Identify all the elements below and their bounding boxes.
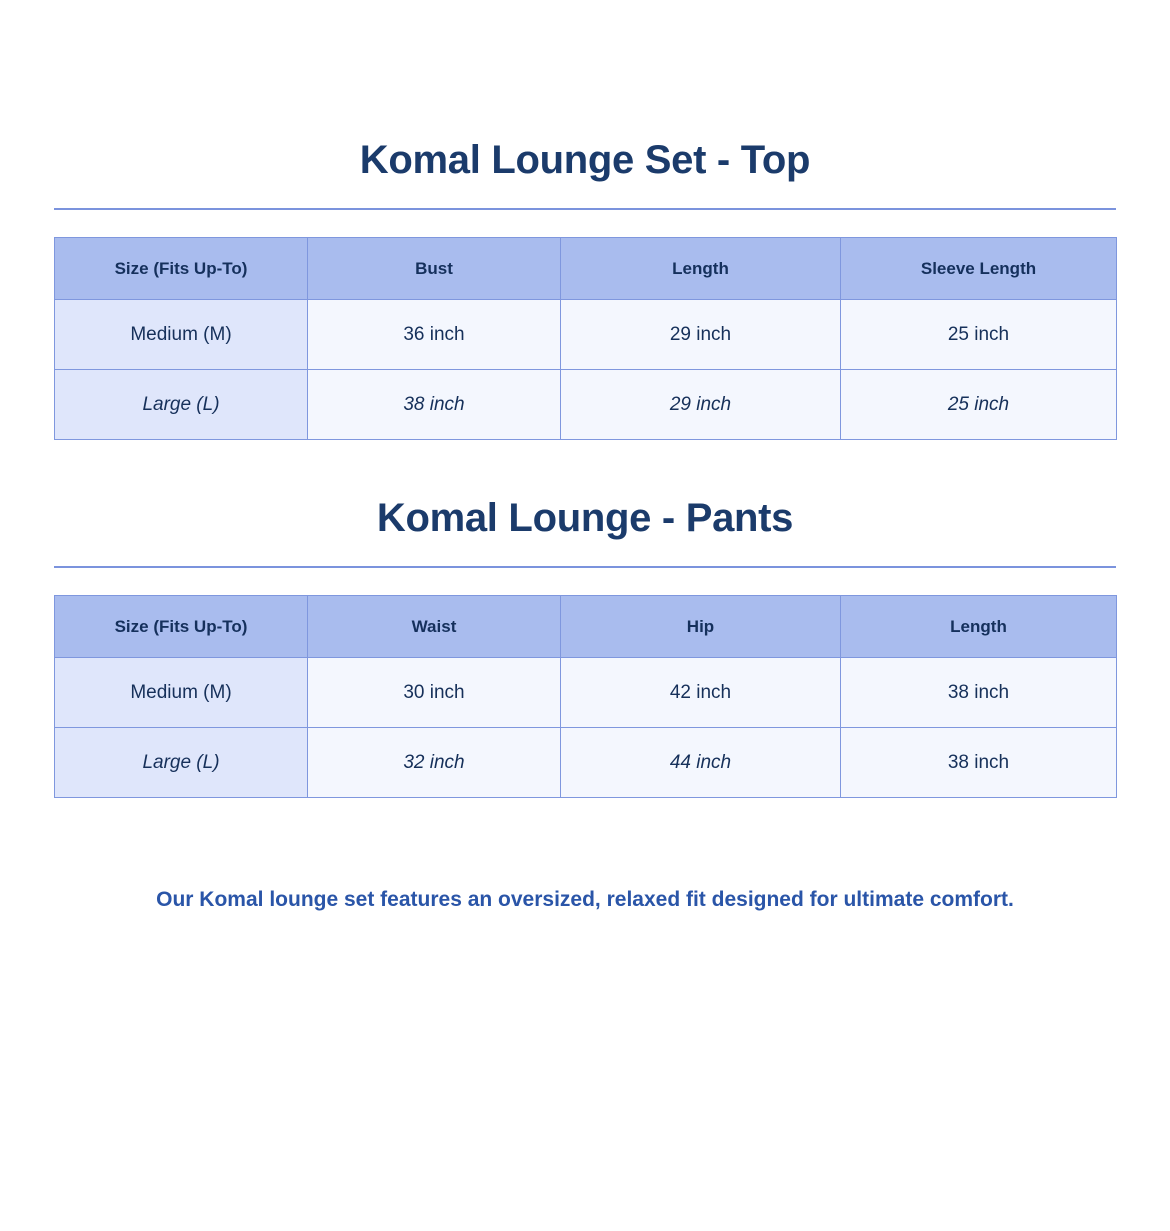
table-row	[55, 370, 1117, 440]
column-header-length: Length	[561, 238, 841, 300]
fit-description-note: Our Komal lounge set features an oversized, relaxed fit designed for ultimate comfort.	[156, 888, 1014, 911]
top-size-section	[54, 0, 1116, 440]
cell-length: 29 inch	[561, 370, 841, 440]
column-header-hip: Hip	[561, 596, 841, 658]
column-header-bust: Bust	[308, 238, 561, 300]
table-row	[55, 300, 1117, 370]
top-section-title: Komal Lounge Set - Top	[359, 138, 811, 182]
cell-hip: 44 inch	[561, 728, 841, 798]
table-header-row	[55, 596, 1117, 658]
top-title-divider	[54, 208, 1116, 210]
column-header-length: Length	[841, 596, 1117, 658]
column-header-size: Size (Fits Up-To)	[55, 596, 308, 658]
column-header-sleeve-length: Sleeve Length	[841, 238, 1117, 300]
cell-waist: 32 inch	[308, 728, 561, 798]
cell-waist: 30 inch	[308, 658, 561, 728]
pants-title-divider	[54, 566, 1116, 568]
table-header-row	[55, 238, 1117, 300]
column-header-size: Size (Fits Up-To)	[55, 238, 308, 300]
top-size-table	[54, 237, 1117, 440]
cell-length: 38 inch	[841, 658, 1117, 728]
cell-sleeve-length: 25 inch	[841, 370, 1117, 440]
cell-hip: 42 inch	[561, 658, 841, 728]
cell-size: Large (L)	[55, 370, 308, 440]
cell-length: 38 inch	[841, 728, 1117, 798]
cell-bust: 36 inch	[308, 300, 561, 370]
cell-length: 29 inch	[561, 300, 841, 370]
table-row	[55, 728, 1117, 798]
pants-size-section	[54, 496, 1116, 798]
pants-size-table	[54, 595, 1117, 798]
pants-section-title: Komal Lounge - Pants	[376, 496, 794, 540]
cell-size: Medium (M)	[55, 300, 308, 370]
column-header-waist: Waist	[308, 596, 561, 658]
cell-size: Medium (M)	[55, 658, 308, 728]
cell-size: Large (L)	[55, 728, 308, 798]
table-row	[55, 658, 1117, 728]
cell-bust: 38 inch	[308, 370, 561, 440]
cell-sleeve-length: 25 inch	[841, 300, 1117, 370]
